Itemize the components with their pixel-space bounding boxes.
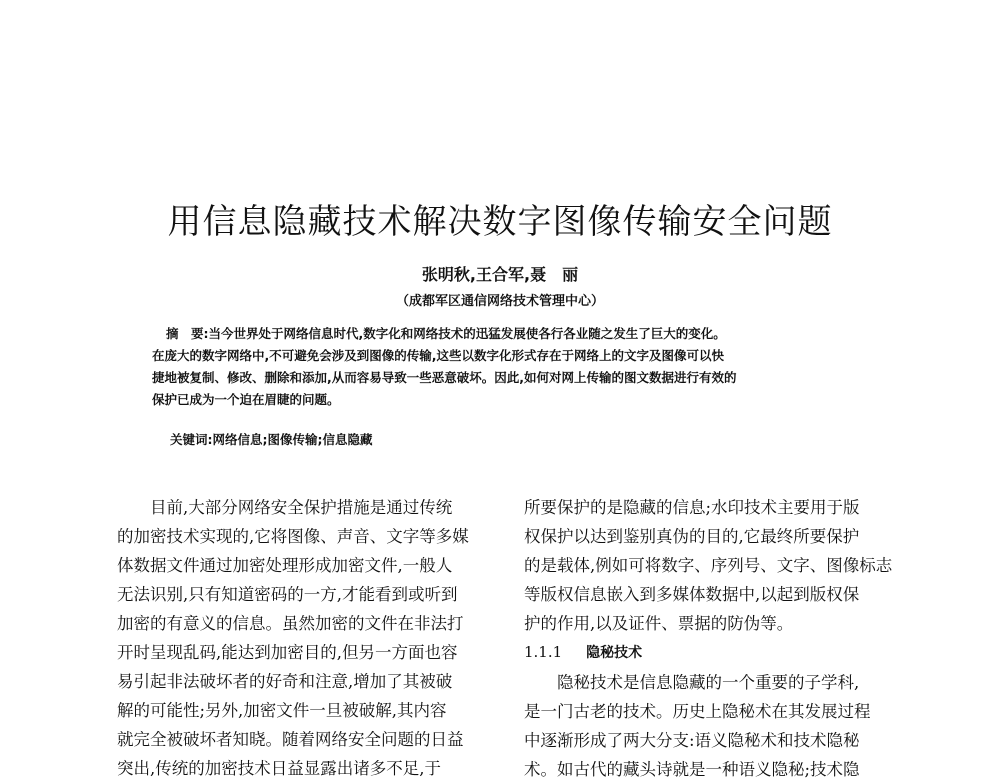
keywords — [170, 430, 373, 448]
body-line: 加密的有意义的信息。虽然加密的文件在非法打 — [117, 614, 464, 633]
body-line: 解的可能性;另外,加密文件一旦被破解,其内容 — [117, 701, 447, 720]
body-line: 隐秘技术是信息隐藏的一个重要的子学科, — [557, 673, 860, 692]
body-line: 的是载体,例如可将数字、序列号、文字、图像标志 — [524, 556, 893, 575]
body-line: 护的作用,以及证件、票据的防伪等。 — [524, 614, 794, 633]
authors: 张明秋,王合军,聂 丽 — [421, 265, 579, 284]
abstract — [152, 323, 872, 411]
body-line: 就完全被破坏者知晓。随着网络安全问题的日益 — [117, 730, 464, 749]
body-line: 等版权信息嵌入到多媒体数据中,以起到版权保 — [524, 585, 860, 604]
body-line: 中逐渐形成了两大分支:语义隐秘术和技术隐秘 — [524, 731, 860, 750]
body-line: 开时呈现乱码,能达到加密目的,但另一方面也容 — [117, 643, 458, 662]
body-line: 目前,大部分网络安全保护措施是通过传统 — [150, 498, 453, 517]
abstract-line: 在庞大的数字网络中,不可避免会涉及到图像的传输,这些以数字化形式存在于网络上的文字及图像可以快 — [152, 348, 724, 363]
abstract-line — [152, 323, 872, 345]
section-title: 隐秘技术 — [586, 645, 643, 661]
affiliation: （成都军区通信网络技术管理中心） — [395, 294, 604, 309]
body-line: 体数据文件通过加密处理形成加密文件,一般人 — [117, 556, 453, 575]
abstract-text: 当今世界处于网络信息时代,数字化和网络技术的迅猛发展使各行各业随之发生了巨大的变化。 — [208, 326, 726, 341]
body-line: 易引起非法破坏者的好奇和注意,增加了其被破 — [117, 672, 453, 691]
abstract-label: 摘 要: — [166, 326, 209, 341]
body-line: 无法识别,只有知道密码的一方,才能看到或听到 — [117, 585, 458, 604]
section-heading — [524, 638, 904, 668]
body-line: 术。如古代的藏头诗就是一种语义隐秘;技术隐 — [524, 760, 860, 779]
abstract-line: 捷地被复制、修改、删除和添加,从而容易导致一些恶意破坏。因此,如何对网上传输的图文数据进行有效的 — [152, 370, 737, 385]
body-line: 是一门古老的技术。历史上隐秘术在其发展过程 — [524, 702, 871, 721]
abstract-line: 保护已成为一个迫在眉睫的问题。 — [152, 392, 340, 407]
left-column — [117, 493, 497, 783]
body-line: 的加密技术实现的,它将图像、声音、文字等多媒 — [117, 527, 469, 546]
body-line: 所要保护的是隐藏的信息;水印技术主要用于版 — [524, 498, 860, 517]
right-column — [524, 493, 904, 784]
section-number: 1.1.1 — [524, 643, 563, 661]
body-line: 突出,传统的加密技术日益显露出诸多不足,于 — [117, 759, 441, 778]
keywords-value: 网络信息;图像传输;信息隐藏 — [212, 432, 373, 447]
body-line: 权保护以达到鉴别真伪的目的,它最终所要保护 — [524, 527, 860, 546]
keywords-label: 关键词: — [170, 432, 213, 447]
paper-title: 用信息隐藏技术解决数字图像传输安全问题 — [167, 202, 833, 242]
